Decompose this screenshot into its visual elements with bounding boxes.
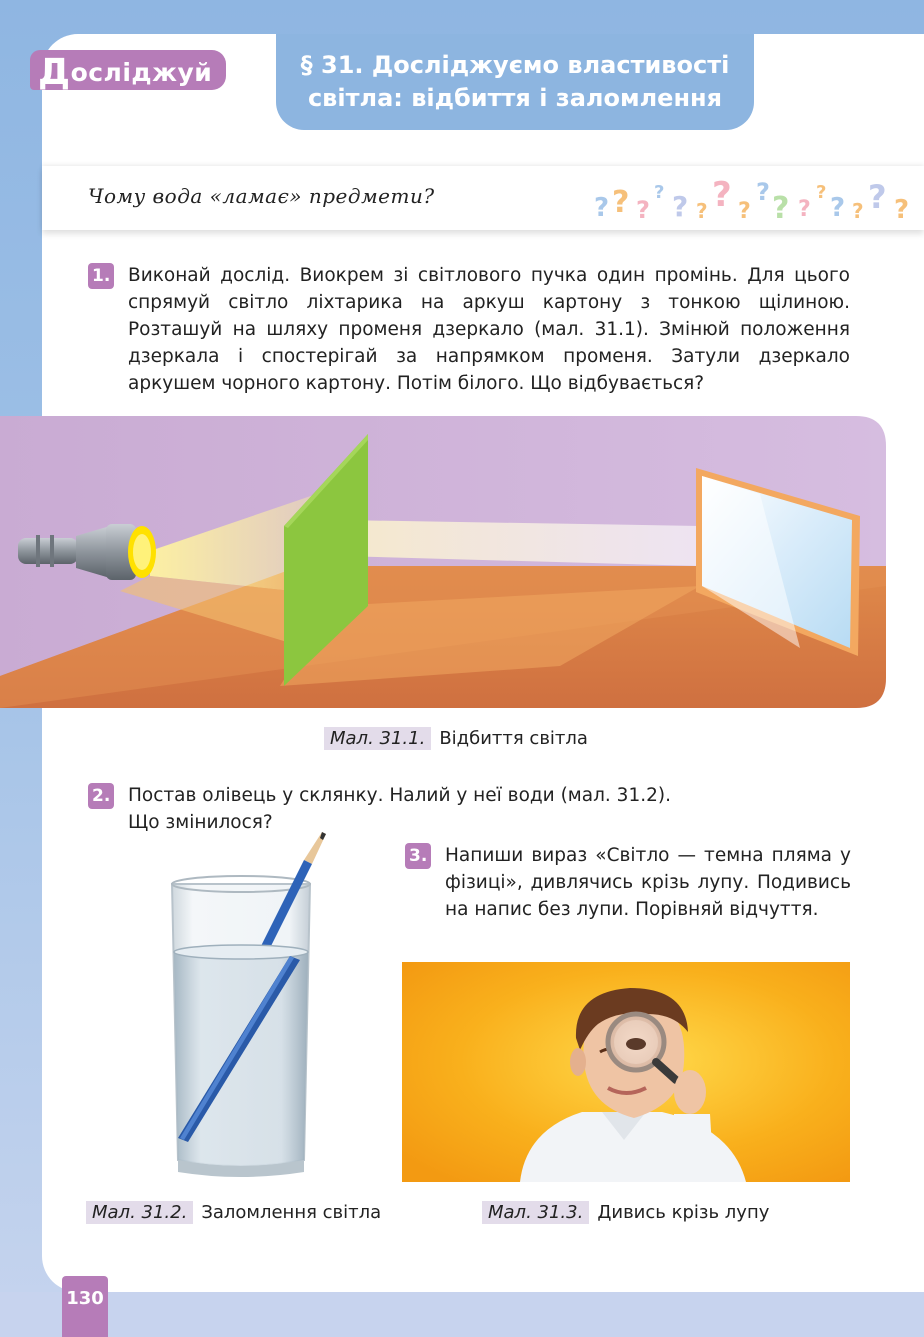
svg-text:?: ? <box>636 196 650 224</box>
boy-with-magnifier-photo <box>402 962 850 1182</box>
reflection-experiment-illustration <box>0 416 886 708</box>
svg-text:?: ? <box>830 193 846 223</box>
caption-31-3-label: Мал. 31.3. <box>482 1201 589 1224</box>
caption-31-1 <box>324 728 588 749</box>
svg-text:?: ? <box>772 191 790 224</box>
caption-31-1-text: Відбиття світла <box>439 728 588 749</box>
page-number: 130 <box>62 1276 108 1337</box>
svg-text:?: ? <box>654 182 665 203</box>
task-1-text: Виконай дослід. Виокрем зі світлового пучка один промінь. Для цього спрямуй світло ліхтарика на аркуш картону з тонкою щілиною. Розташуй на шляху променя дзеркало (мал. 31.1). Змінюй положення дзеркала і спостерігай за напрямком променя. Затули дзеркало аркушем чорного картону. Потім білого. Що відбувається? <box>128 265 850 394</box>
title-line-1: § 31. Досліджуємо властивості <box>300 51 730 79</box>
svg-text:?: ? <box>738 199 751 224</box>
caption-31-3-text: Дивись крізь лупу <box>597 1202 770 1223</box>
svg-text:?: ? <box>868 178 887 216</box>
svg-text:?: ? <box>594 193 610 223</box>
svg-text:?: ? <box>672 190 689 223</box>
section-tag <box>30 50 226 93</box>
question-marks-decoration <box>594 172 924 224</box>
task-1-number: 1. <box>88 263 114 289</box>
caption-31-1-label: Мал. 31.1. <box>324 727 431 750</box>
svg-text:?: ? <box>852 199 864 223</box>
question-text: Чому вода «ламає» предмети? <box>88 184 435 208</box>
question-bar <box>42 166 924 230</box>
bottom-band <box>0 1292 924 1337</box>
svg-text:?: ? <box>712 175 732 215</box>
task-2 <box>92 782 828 836</box>
svg-text:?: ? <box>894 195 910 224</box>
task-2-line-2: Що змінилося? <box>128 812 273 833</box>
caption-31-2-label: Мал. 31.2. <box>86 1201 193 1224</box>
svg-text:?: ? <box>696 199 708 223</box>
task-3-number: 3. <box>405 843 431 869</box>
task-2-line-1: Постав олівець у склянку. Налий у неї води (мал. 31.2). <box>128 785 671 806</box>
tag-first-letter: Д <box>38 52 71 93</box>
task-1 <box>92 262 850 397</box>
caption-31-3 <box>482 1202 769 1223</box>
svg-text:?: ? <box>756 178 770 206</box>
caption-31-2-text: Заломлення світла <box>201 1202 382 1223</box>
title-line-2: світла: відбиття і заломлення <box>307 84 723 112</box>
svg-text:?: ? <box>816 182 827 203</box>
pencil-in-glass-illustration <box>140 832 346 1178</box>
caption-31-2 <box>86 1202 381 1223</box>
svg-text:?: ? <box>612 185 630 220</box>
svg-text:?: ? <box>798 197 811 222</box>
tag-rest: осліджуй <box>70 58 213 87</box>
task-3 <box>409 842 851 923</box>
lesson-title <box>276 34 754 130</box>
task-3-text: Напиши вираз «Світло — темна пляма у фізиці», дивлячись крізь лупу. Подивись на напис без лупи. Порівняй відчуття. <box>445 845 851 920</box>
task-2-number: 2. <box>88 783 114 809</box>
